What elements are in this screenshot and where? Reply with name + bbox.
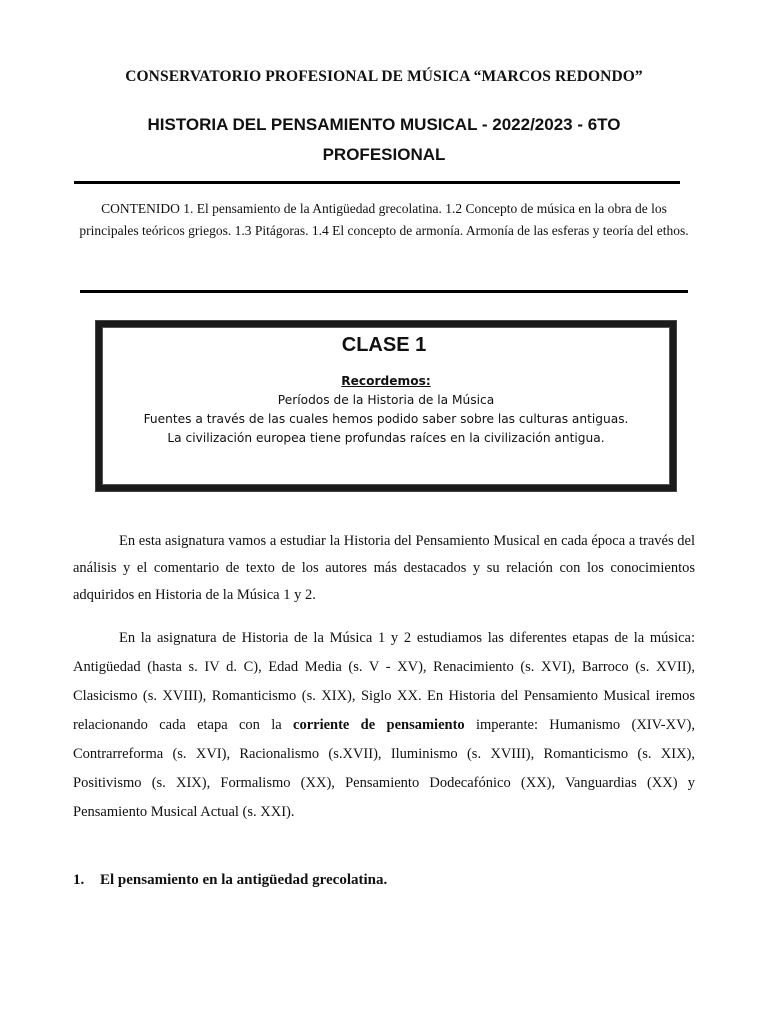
class-line: Períodos de la Historia de la Música bbox=[277, 393, 495, 407]
contents-summary: CONTENIDO 1. El pensamiento de la Antigüedad grecolatina. 1.2 Concepto de música en la obra de los principales teóricos griegos. 1.3 Pitágoras. 1.4 El concepto de armonía. Armonía de las esferas y teoría del ethos. bbox=[79, 201, 689, 238]
section-heading bbox=[73, 872, 387, 889]
school-name: CONSERVATORIO PROFESIONAL DE MÚSICA “MARCOS REDONDO” bbox=[125, 68, 643, 85]
paragraph-periods-end: imperante: Humanismo (XIV-XV), Contrarreforma (s. XVI), Racionalismo (s.XVII), Iluminismo (s. XVIII), Romanticismo (s. XIX), Positivismo (s. XIX), Formalismo (XX), Pensamiento Dodecafónico (XX), Vanguardias (XX) y Pensamiento Musical Actual (s. XXI). bbox=[73, 717, 695, 820]
class-line: La civilización europea tiene profundas raíces en la civilización antigua. bbox=[167, 431, 605, 445]
section-number: 1. bbox=[73, 872, 85, 888]
paragraph-periods-bold: corriente de pensamiento bbox=[293, 717, 465, 733]
class-line: Fuentes a través de las cuales hemos podido saber sobre las culturas antiguas. bbox=[143, 412, 629, 426]
paragraph-periods-start: En la asignatura de Historia de la Música 1 y 2 estudiamos las diferentes etapas de la música: Antigüedad (hasta s. IV d. C), Edad Media (s. V - XV), Renacimiento (s. XVI), Barroco (s. XVII), Clasicismo (s. XVIII), Romanticismo (s. XIX), Siglo XX. En Historia del Pensamiento Musical iremos relacionando cada etapa con la bbox=[73, 630, 695, 733]
paragraph-periods bbox=[73, 624, 695, 827]
divider-top bbox=[74, 181, 680, 184]
section-title: El pensamiento en la antigüedad grecolatina. bbox=[100, 872, 388, 888]
recordemos-heading: Recordemos: bbox=[341, 374, 431, 388]
class-box-content bbox=[110, 372, 662, 448]
paragraph-intro: En esta asignatura vamos a estudiar la Historia del Pensamiento Musical en cada época a través del análisis y el comentario de texto de los autores más destacados y su relación con los conocimientos adquiridos en Historia de la Música 1 y 2. bbox=[73, 533, 695, 603]
course-title: HISTORIA DEL PENSAMIENTO MUSICAL - 2022/2023 - 6TO PROFESIONAL bbox=[147, 115, 621, 164]
class-title: CLASE 1 bbox=[341, 334, 427, 356]
divider-bottom bbox=[80, 290, 688, 293]
